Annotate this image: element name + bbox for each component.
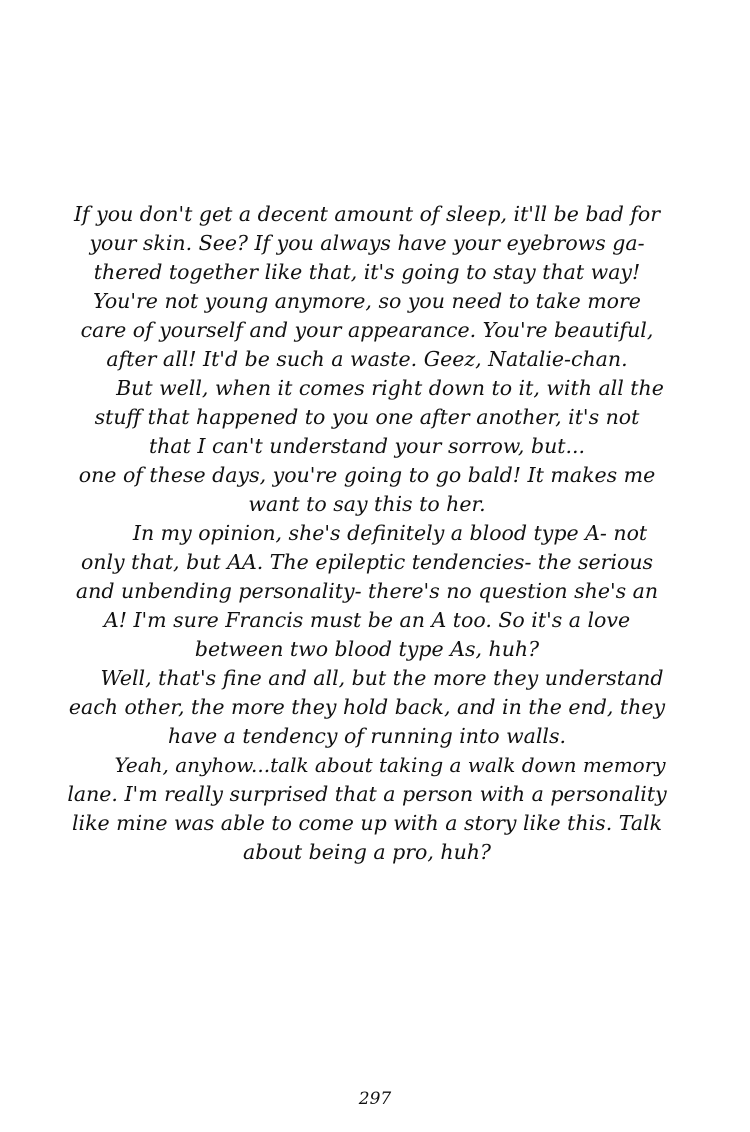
text-line: lane. I'm really surprised that a person with a personality [67,782,667,806]
text-line: like mine was able to come up with a story like this. Talk [71,811,663,835]
text-line: your skin. See? If you always have your eyebrows ga- [89,231,645,255]
text-line: Yeah, anyhow...talk about taking a walk down memory [114,753,666,777]
text-line: one of these days, you're going to go bald! It makes me [78,463,656,487]
text-line: want to say this to her. [248,492,486,516]
text-line: Well, that's fine and all, but the more they understand [100,666,664,690]
text-line: only that, but AA. The epileptic tendencies- the serious [80,550,654,574]
text-line: If you don't get a decent amount of sleep, it'll be bad for [73,202,661,226]
text-line: care of yourself and your appearance. You're beautiful, [80,318,654,342]
text-line: between two blood type As, huh? [194,637,540,661]
text-line: have a tendency of running into walls. [167,724,567,748]
text-line: each other, the more they hold back, and in the end, they [68,695,666,719]
text-line: after all! It'd be such a waste. Geez, Natalie-chan. [106,347,628,371]
text-line: about being a pro, huh? [243,840,491,864]
text-line: thered together like that, it's going to stay that way! [93,260,641,284]
text-line: But well, when it comes right down to it, with all the [116,376,664,400]
text-line: In my opinion, she's definitely a blood type A- not [132,521,648,545]
text-line: You're not young anymore, so you need to take more [93,289,641,313]
text-line: that I can't understand your sorrow, but... [148,434,586,458]
text-line: stuff that happened to you one after another, it's not [94,405,640,429]
page-body-text [62,200,672,867]
text-line: A! I'm sure Francis must be an A too. So it's a love [103,608,631,632]
page-number: 297 [358,1089,392,1109]
text-line: and unbending personality- there's no question she's an [75,579,659,603]
